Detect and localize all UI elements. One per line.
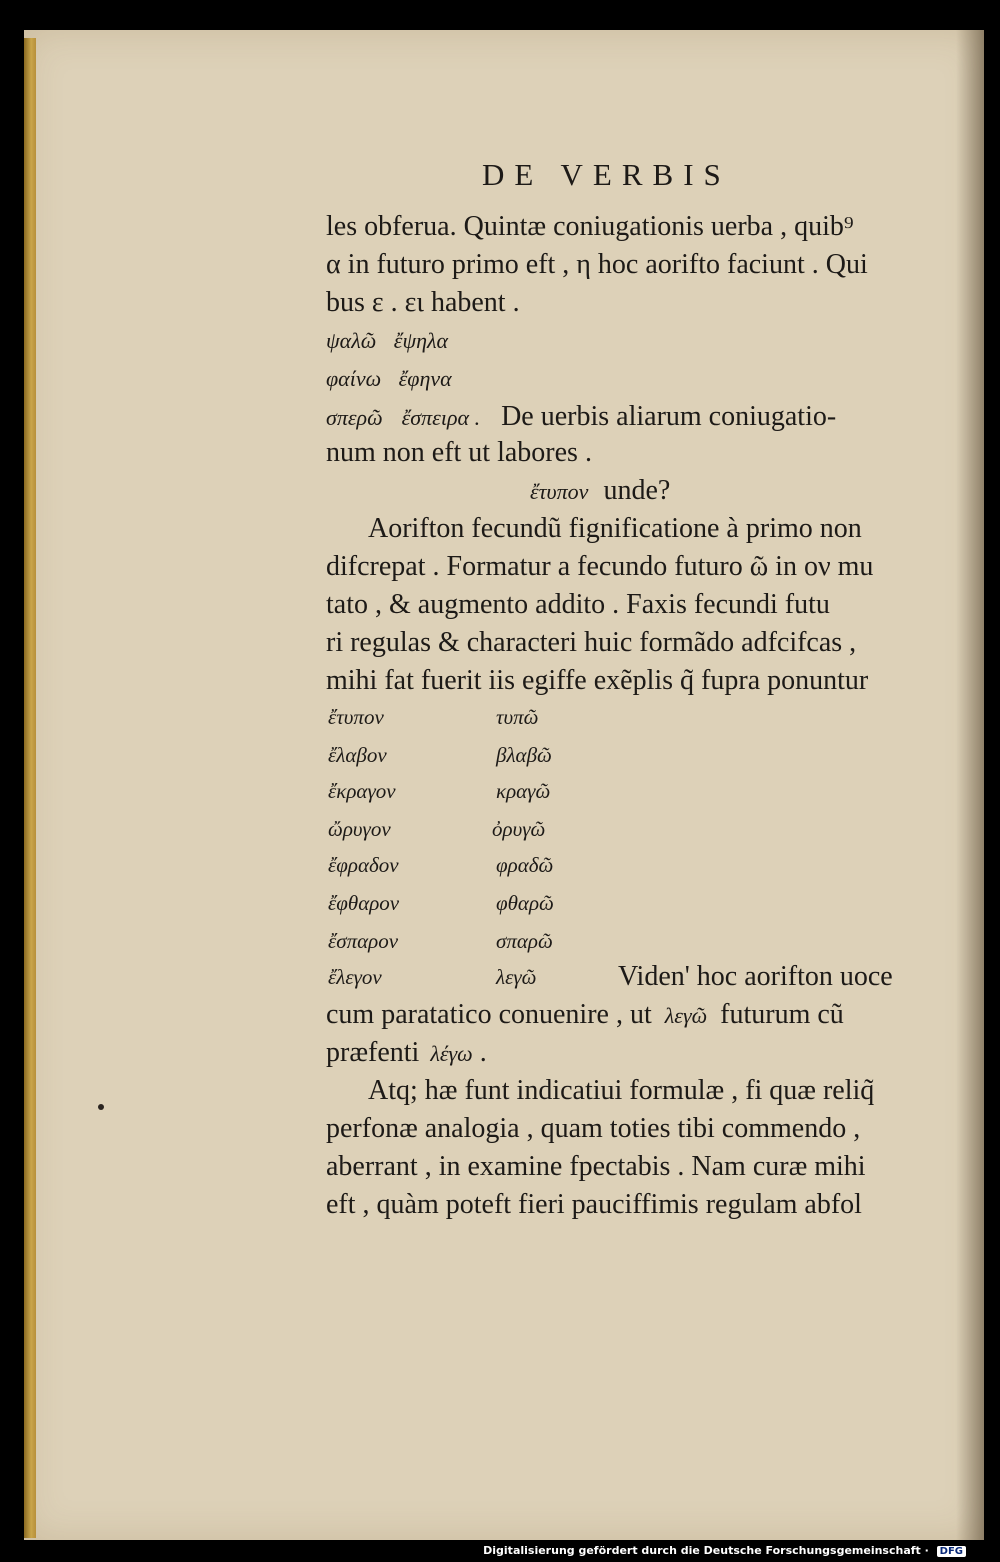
aorist-cell: ἔσπαρον — [328, 929, 399, 953]
text-line: bus ε . ει habent . — [326, 287, 520, 318]
gilt-page-edge — [24, 38, 36, 1538]
credit-text: Digitalisierung gefördert durch die Deutsche Forschungsgemeinschaft · — [483, 1544, 929, 1557]
greek-future: σπερῶ — [326, 405, 383, 430]
aorist-cell: ἔτυπον — [328, 705, 384, 729]
greek-aorist: ἔσπειρα . — [401, 405, 481, 430]
greek-example-line — [326, 324, 950, 358]
text-line: num non eft ut labores . — [326, 437, 592, 468]
text-line — [326, 998, 950, 1033]
future-cell: λεγῶ — [496, 965, 537, 989]
aorist-cell: ἔφθαρον — [328, 891, 400, 915]
greek-aorist: ἔψηλα — [393, 328, 449, 353]
future-cell: βλαβῶ — [496, 743, 552, 767]
future-cell: σπαρῶ — [496, 929, 553, 953]
text-span: futurum cũ — [720, 999, 844, 1030]
greek-aorist: ἔφηνα — [398, 366, 452, 391]
aorist-cell: ἔλεγον — [328, 965, 382, 989]
future-cell: ὀρυγῶ — [492, 817, 546, 841]
future-cell: φθαρῶ — [496, 891, 554, 915]
text-line: α in futuro primo eft , η hoc aorifto faciunt . Qui — [326, 249, 868, 280]
text-line: Atq; hæ funt indicatiui formulæ , fi quæ reliq̃ — [368, 1075, 875, 1106]
text-line: ri regulas & characteri huic formãdo adfcifcas , — [326, 627, 857, 658]
dfg-logo: DFG — [937, 1546, 966, 1557]
text-line: tato , & augmento addito . Faxis fecundi futu — [326, 589, 830, 620]
text-line: perfonæ analogia , quam toties tibi commendo , — [326, 1113, 861, 1144]
future-cell: φραδῶ — [496, 853, 554, 877]
aorist-cell: ὤρυγον — [328, 817, 391, 841]
future-cell: κραγῶ — [496, 779, 551, 803]
aorist-cell: ἔλαβον — [328, 743, 387, 767]
text-line — [326, 1036, 950, 1071]
text-line: aberrant , in examine fpectabis . Nam curæ mihi — [326, 1151, 866, 1182]
heading-greek: ἔτυπον — [530, 479, 589, 504]
aorist-cell: ἔφραδον — [328, 853, 399, 877]
text-line: eft , quàm poteft fieri pauciffimis regulam abfol — [326, 1189, 862, 1220]
text-line: Aorifton fecundũ fignificatione à primo non — [368, 513, 862, 544]
greek-future: ψαλῶ — [326, 328, 377, 353]
text-line: mihi fat fuerit iis egiffe exẽplis q̃ fupra ponuntur — [326, 665, 869, 696]
heading-latin: unde? — [603, 475, 671, 506]
section-heading — [530, 474, 830, 509]
greek-example-line — [326, 400, 950, 435]
text-span: cum paratatico conuenire , ut — [326, 999, 652, 1030]
text-line: les obferua. Quintæ coniugationis uerba , quib⁹ — [326, 211, 854, 242]
text-span: præfenti — [326, 1037, 420, 1068]
text-span: Viden' hoc aorifton uoce — [618, 961, 893, 992]
greek-word: λέγω — [430, 1041, 473, 1066]
text-line: difcrepat . Formatur a fecundo futuro ῶ in ον mu — [326, 551, 874, 582]
greek-future: φαίνω — [326, 366, 382, 391]
aorist-cell: ἔκραγον — [328, 779, 396, 803]
page-gutter-shadow — [956, 30, 984, 1540]
greek-word: λεγῶ — [664, 1003, 708, 1028]
ink-speck — [98, 1104, 104, 1110]
text-span: . — [479, 1037, 487, 1068]
digitization-credit — [483, 1544, 966, 1557]
greek-example-line — [326, 362, 950, 396]
running-head: DE VERBIS — [482, 157, 731, 192]
text-span: De uerbis aliarum coniugatio- — [501, 401, 837, 432]
future-cell: τυπῶ — [496, 705, 539, 729]
